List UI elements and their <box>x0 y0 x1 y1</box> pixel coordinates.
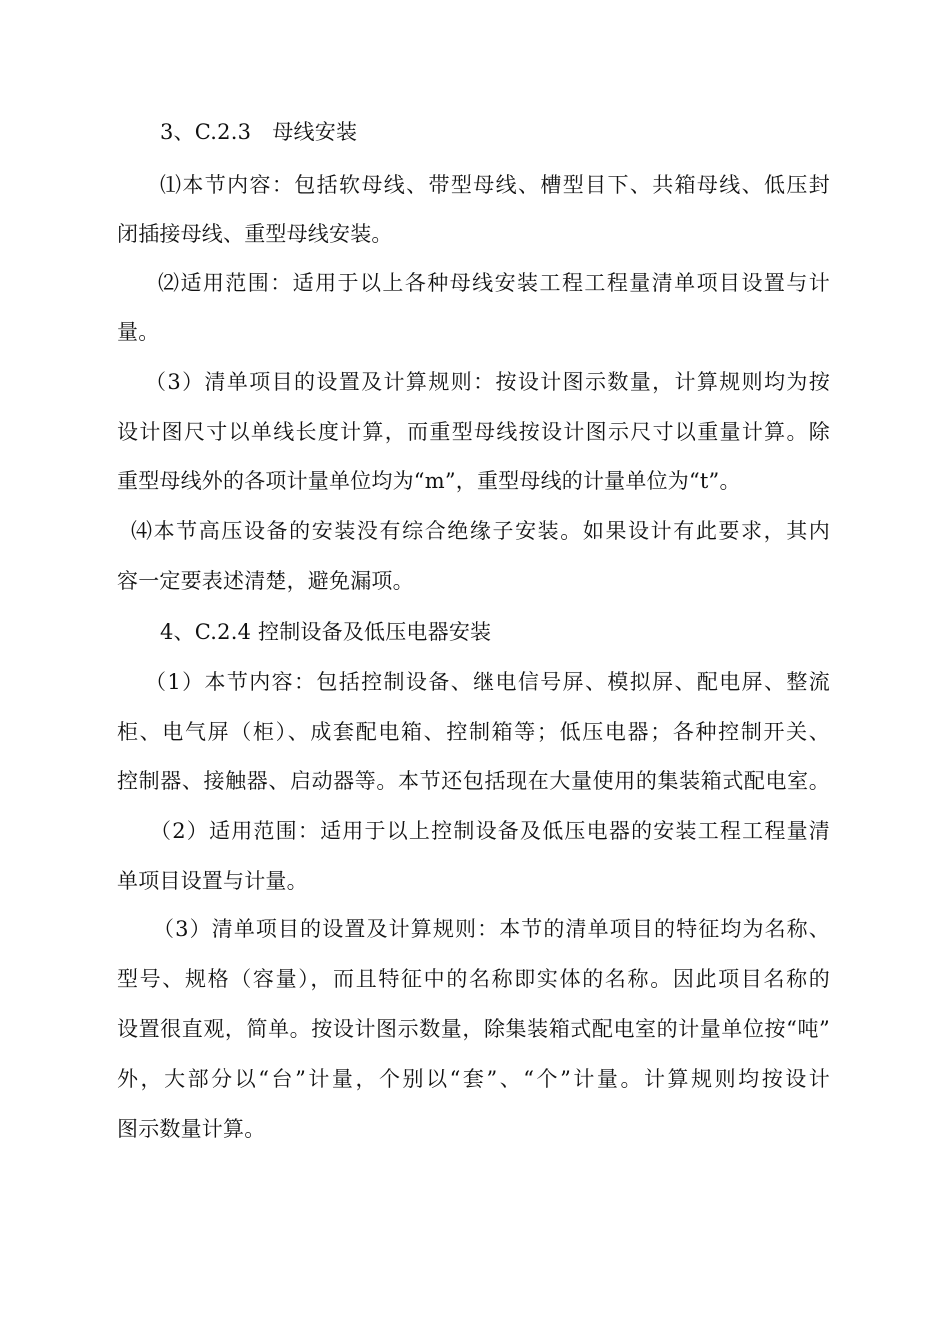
paragraph-line: ⑷本节高压设备的安装没有综合绝缘子安装。如果设计有此要求，其内 <box>131 519 830 543</box>
paragraph-line: （3）清单项目的设置及计算规则：按设计图示数量，计算规则均为按 <box>145 370 830 394</box>
paragraph-line: 设置很直观，简单。按设计图示数量，除集装箱式配电室的计量单位按“吨” <box>117 1017 830 1041</box>
paragraph-line: 外，大部分以“台”计量，个别以“套”、“个”计量。计算规则均按设计 <box>117 1067 830 1091</box>
paragraph-line: （1）本节内容：包括控制设备、继电信号屏、模拟屏、配电屏、整流 <box>145 670 830 694</box>
paragraph-line: 型号、规格（容量），而且特征中的名称即实体的名称。因此项目名称的 <box>117 967 830 991</box>
paragraph-line: 容一定要表述清楚，避免漏项。 <box>117 569 414 593</box>
paragraph-line: （2）适用范围：适用于以上控制设备及低压电器的安装工程工程量清 <box>150 819 830 843</box>
paragraph-line: ⑵适用范围：适用于以上各种母线安装工程工程量清单项目设置与计 <box>158 271 830 295</box>
paragraph-line: 闭插接母线、重型母线安装。 <box>117 222 393 246</box>
paragraph-line: 设计图尺寸以单线长度计算，而重型母线按设计图示尺寸以重量计算。除 <box>117 420 830 444</box>
section-heading-busbar: 3、C.2.3 母线安装 <box>160 120 358 144</box>
paragraph-line: 重型母线外的各项计量单位均为“m”，重型母线的计量单位为“t”。 <box>117 469 741 493</box>
paragraph-line: 单项目设置与计量。 <box>117 869 308 893</box>
section-heading-control-equipment: 4、C.2.4 控制设备及低压电器安装 <box>160 620 492 644</box>
paragraph-line: ⑴本节内容：包括软母线、带型母线、槽型目下、共箱母线、低压封 <box>160 173 830 197</box>
paragraph-line: 量。 <box>117 320 160 344</box>
paragraph-line: 控制器、接触器、启动器等。本节还包括现在大量使用的集装箱式配电室。 <box>117 769 830 793</box>
paragraph-line: （3）清单项目的设置及计算规则：本节的清单项目的特征均为名称、 <box>153 917 830 941</box>
paragraph-line: 图示数量计算。 <box>117 1117 266 1141</box>
paragraph-line: 柜、电气屏（柜）、成套配电箱、控制箱等；低压电器；各种控制开关、 <box>117 720 830 744</box>
